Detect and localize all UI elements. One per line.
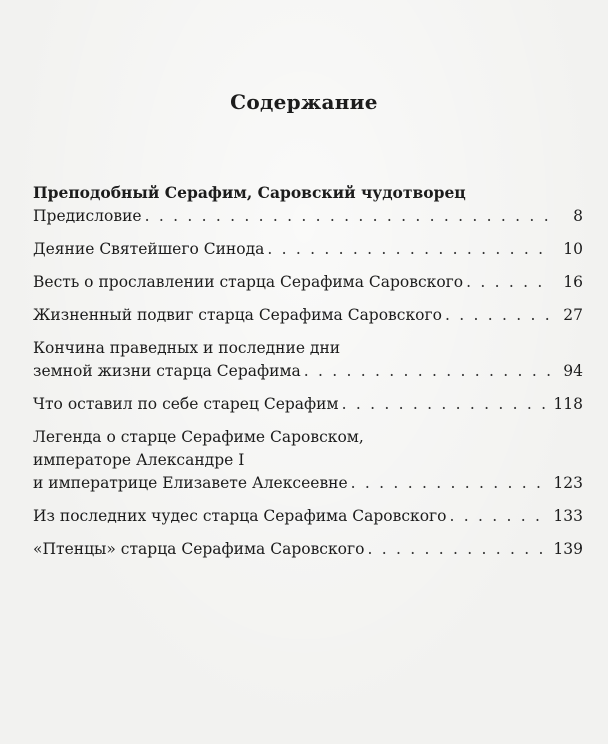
toc-entry-title: Жизненный подвиг старца Серафима Саровского	[33, 306, 442, 324]
leader-dots	[267, 238, 553, 261]
leader-dots	[304, 360, 553, 383]
toc-entry-title: Что оставил по себе старец Серафим	[33, 395, 339, 413]
toc-entry[interactable]	[33, 505, 583, 528]
leader-dots	[450, 505, 548, 528]
toc-entry[interactable]	[33, 238, 583, 261]
toc-entry-title: земной жизни старца Серафима	[33, 362, 301, 380]
toc-entry[interactable]	[33, 271, 583, 294]
toc-entry-line: Кончина праведных и последние дни	[33, 339, 341, 357]
toc-entry[interactable]	[33, 337, 583, 383]
leader-dots	[351, 472, 548, 495]
toc-page-number: 94	[563, 362, 583, 380]
toc-entry-line: Легенда о старце Серафиме Саровском,	[33, 428, 364, 446]
leader-dots	[367, 538, 547, 561]
toc-page-number: 118	[553, 395, 583, 413]
toc-entry-title: Из последних чудес старца Серафима Саровского	[33, 507, 447, 525]
toc-page-number: 123	[553, 474, 583, 492]
toc-entry[interactable]	[33, 205, 583, 228]
toc-page-number: 16	[563, 273, 583, 291]
toc-entry-title: Предисловие	[33, 207, 142, 225]
toc-page-number: 139	[553, 540, 583, 558]
section-heading: Преподобный Серафим, Саровский чудотворец	[33, 183, 466, 202]
table-of-contents	[33, 205, 583, 561]
leader-dots	[145, 205, 553, 228]
toc-entry[interactable]	[33, 538, 583, 561]
page-title: Содержание	[230, 90, 378, 114]
toc-page-number: 133	[553, 507, 583, 525]
toc-page-number: 10	[563, 240, 583, 258]
toc-page-number: 27	[563, 306, 583, 324]
leader-dots	[342, 393, 548, 416]
toc-entry-title: «Птенцы» старца Серафима Саровского	[33, 540, 365, 558]
toc-entry-title: Деяние Святейшего Синода	[33, 240, 265, 258]
toc-entry-title: Весть о прославлении старца Серафима Саровского	[33, 273, 464, 291]
toc-entry-line: императоре Александре I	[33, 451, 245, 469]
toc-page-number: 8	[573, 207, 583, 225]
toc-entry[interactable]	[33, 393, 583, 416]
toc-entry[interactable]	[33, 304, 583, 327]
toc-entry[interactable]	[33, 426, 583, 495]
leader-dots	[466, 271, 553, 294]
leader-dots	[445, 304, 553, 327]
toc-entry-title: и императрице Елизавете Алексеевне	[33, 474, 348, 492]
